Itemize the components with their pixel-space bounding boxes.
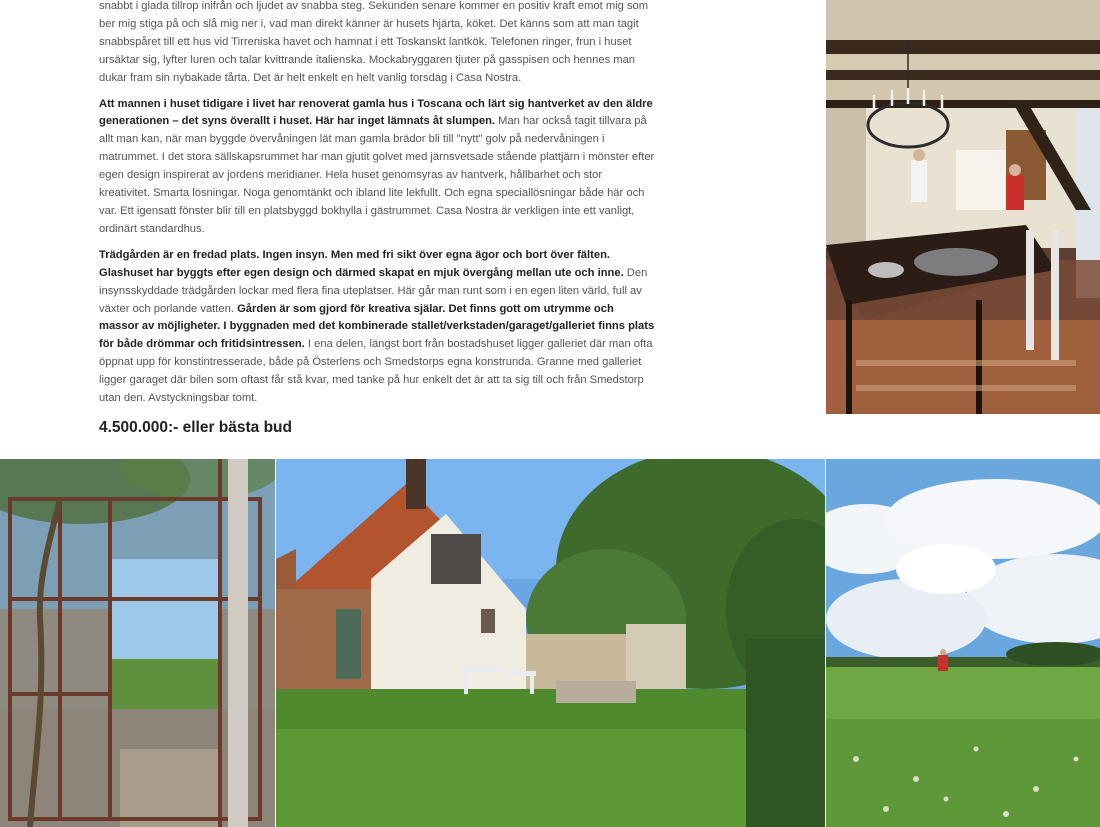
- garden-text: Den insynsskyddade trädgården lockar med flera fina uteplatser. Här går man runt som i en egen liten värld, full av växter och porlande vatten.: [99, 266, 648, 315]
- garden-text-2: I ena delen, längst bort från bostadshuset ligger galleriet där man ofta öppnat upp för konstintresserade, både på Österlens och Smedstorps egna konstrunda. Granne med galleriet ligger garaget där bilen som oftast får stå kvar, med tanke på hur enkelt det är att ta sig till och från Smedstorp utan den. Avstyckningsbar tomt.: [99, 338, 653, 405]
- garden-lead-2: Gården är som gjord för kreativa själar. Det finns gott om utrymme och massor av möjligheter. I byggnaden med det kombinerade stallet/verkstaden/garaget/galleriet finns plats för både drömmar och fritidsintressen.: [99, 302, 655, 351]
- renovation-paragraph: [99, 96, 655, 239]
- intro-paragraph: [99, 0, 655, 88]
- field-photo: [826, 459, 1100, 827]
- garden-lead: Trädgården är en fredad plats. Ingen insyn. Men med fri sikt över egna ägor och bort över fälten. Glashuset har byggts efter egen design och därmed skapat en mjuk övergång mellan ute och inne.: [99, 248, 624, 279]
- renovation-lead: Att mannen i huset tidigare i livet har renoverat gamla hus i Toscana och lärt sig hantverket av den äldre generationen – det syns överallt i huset. Här har inget lämnats åt slumpen.: [99, 97, 653, 128]
- article-text: [99, 0, 655, 416]
- intro-text: snabbt i glada tillrop inifrån och ljudet av snabba steg. Sekunden senare kommer en positiv kraft emot mig som ber mig stiga på och slå mig ner i, vad man direkt känner är husets hjärta, köket. Det känns som att man tagit snabbspåret till ett hus vid Tirreniska havet och hamnat i ett Toskanskt lantkök. Telefonen ringer, frun i huset ursäktar sig, lyfter luren och talar kvittrande italienska. Mockabryggaren tjuter på gasspisen och hennes man dukar fram sin nybakade tårta. Det är helt enkelt en helt vanlig torsdag i Casa Nostra.: [99, 0, 649, 84]
- interior-photo: [826, 0, 1100, 414]
- price-heading: 4.500.000:- eller bästa bud: [99, 419, 292, 436]
- renovation-text: Man har också tagit tillvara på allt man kan, när man byggde övervåningen lät man gamla brädor bli till "nytt" golv på nedervåningen i matrummet. I det stora sällskapsrummet har man gjutit golvet med järnsvetsade stående plattjärn i mönster efter egen design inspirerat av jordens meridianer. Hela huset genomsyras av hantverk, hållbarhet och stor kreativitet. Smarta lösningar. Noga genomtänkt och ibland lite lekfullt. Och egna speciallösningar både här och var. Ett igensatt fönster blir till en platsbyggd bokhylla i gästrummet. Casa Nostra är verkligen inte ett vanligt, ordinärt standardhus.: [99, 115, 655, 235]
- house-photo: [276, 459, 825, 827]
- garden-paragraph: [99, 247, 655, 408]
- greenhouse-photo: [0, 459, 275, 827]
